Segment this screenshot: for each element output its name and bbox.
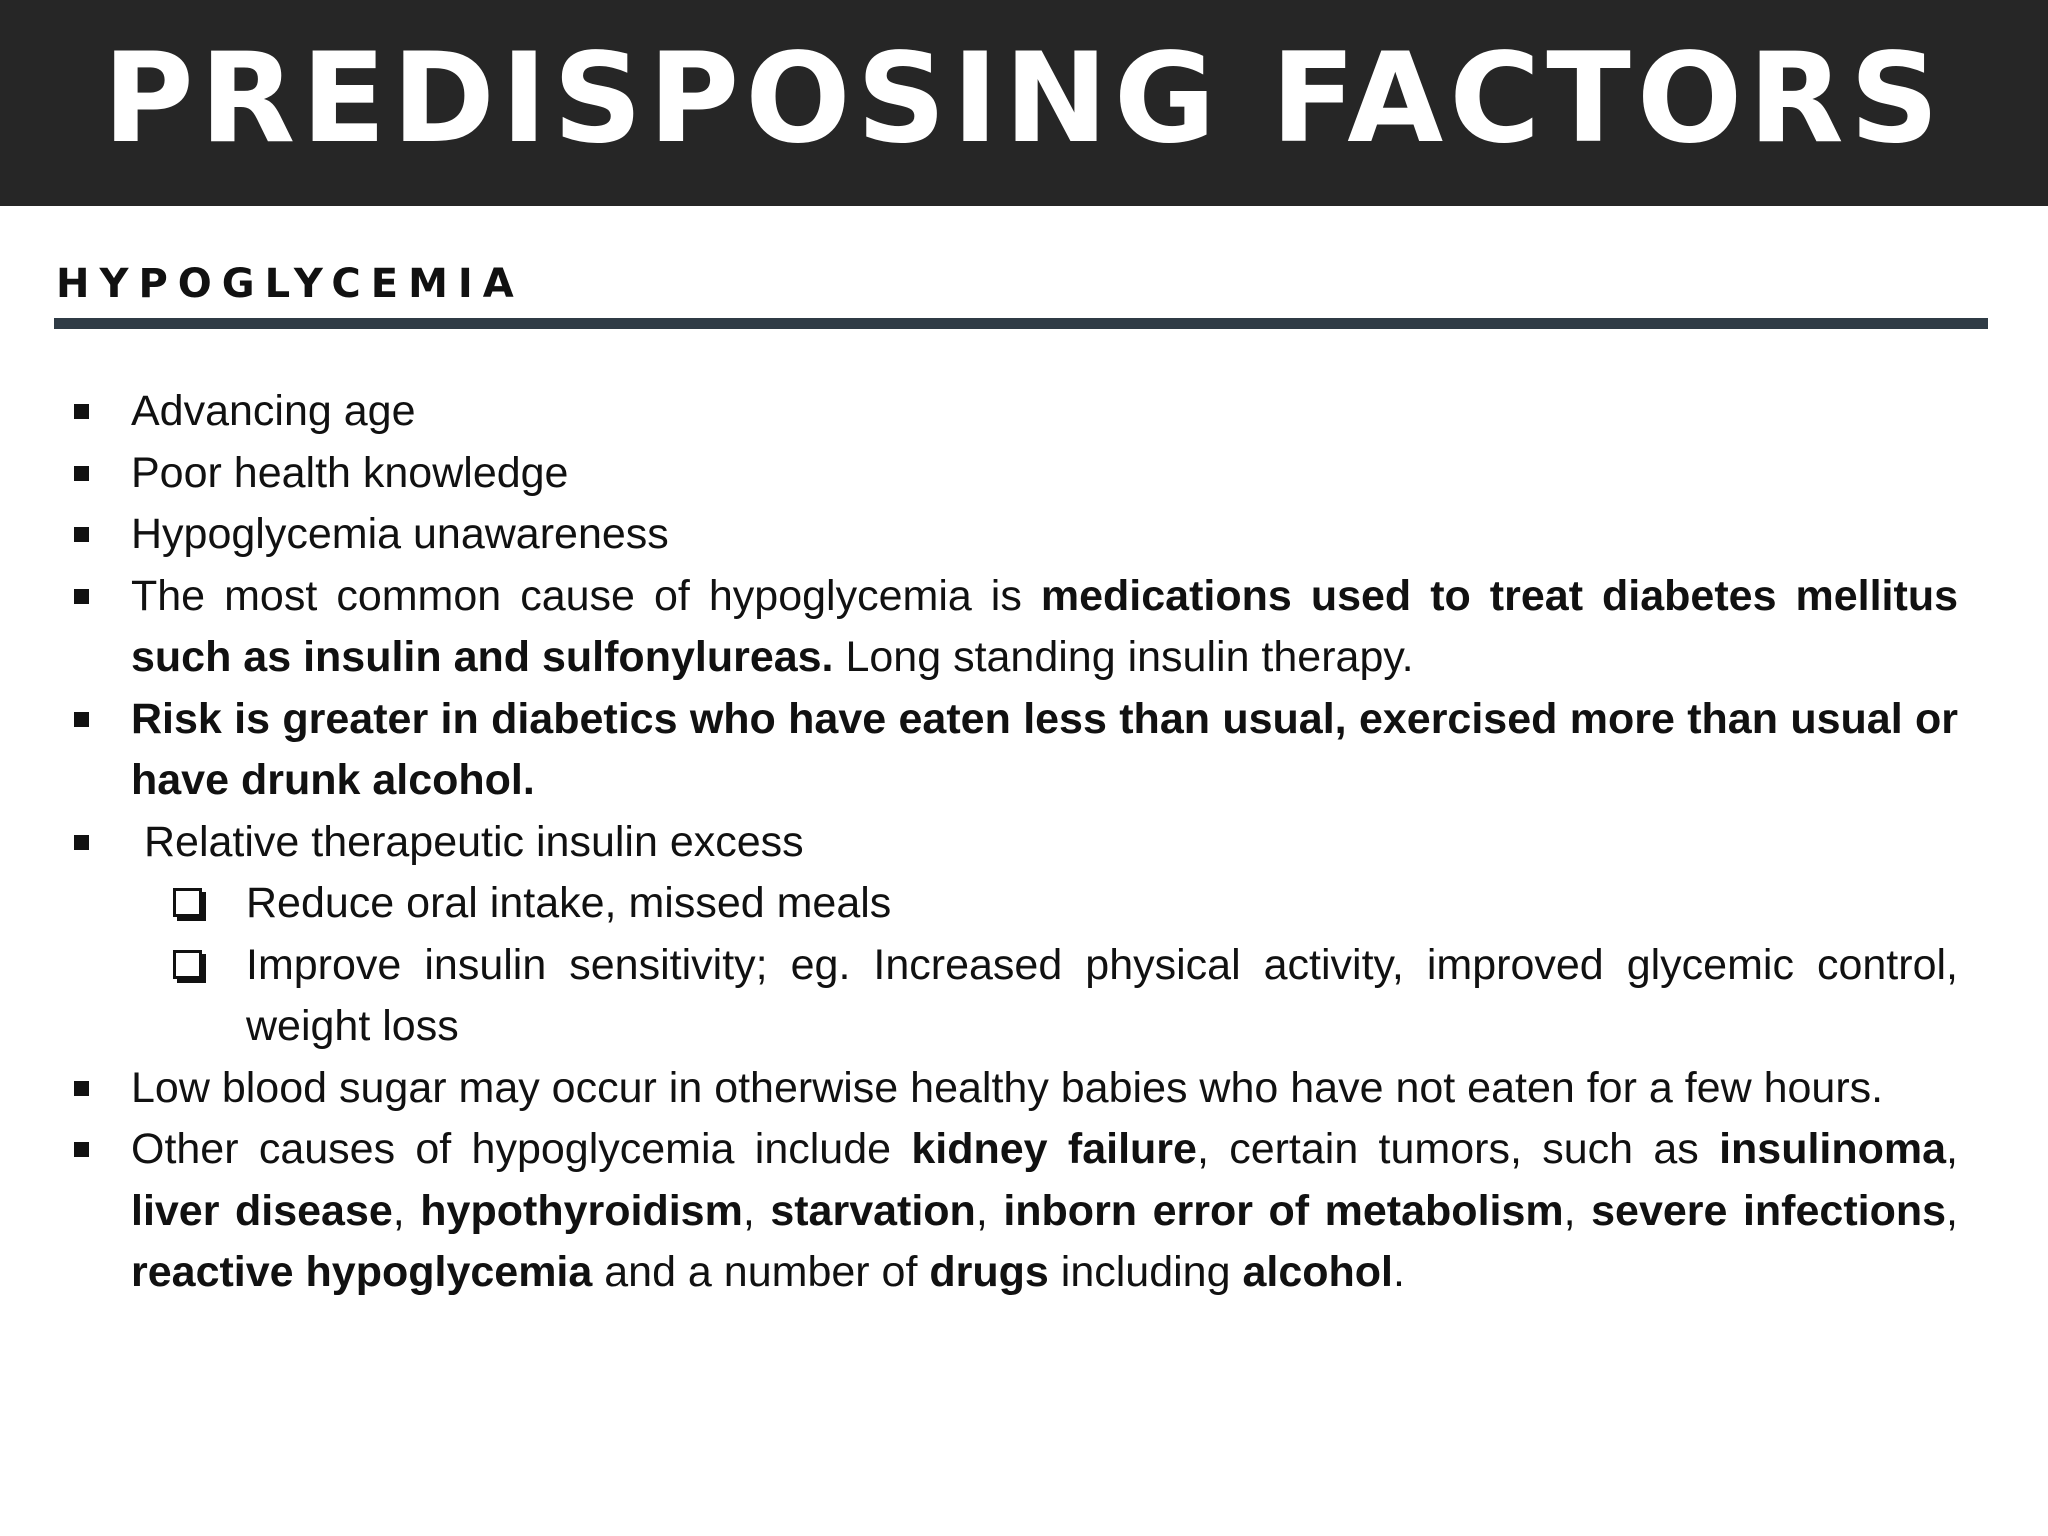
square-bullet-icon [74, 404, 89, 419]
list-item [66, 566, 1958, 689]
item-bold-text: severe infections [1591, 1186, 1947, 1235]
list-item [66, 1058, 1958, 1120]
sub-item-text: Improve insulin sensitivity; eg. Increased physical activity, improved glycemic control, weight loss [246, 940, 1958, 1050]
square-bullet-icon [74, 466, 89, 481]
item-text: , [392, 1186, 421, 1235]
item-text: Other causes of hypoglycemia include [131, 1125, 912, 1173]
square-bullet-icon [74, 712, 89, 727]
item-text: Low blood sugar may occur in otherwise healthy babies who have not eaten for a few hours. [131, 1063, 1884, 1112]
list-item [66, 443, 1958, 505]
list-item [66, 504, 1958, 566]
item-text: and a number of [592, 1248, 930, 1296]
checkbox-bullet-icon [173, 888, 202, 917]
item-text: , [1563, 1186, 1592, 1235]
item-text: The most common cause of hypoglycemia is [131, 571, 1041, 620]
list-item [66, 812, 1958, 874]
list-item [66, 1119, 1958, 1304]
sub-item-text: Reduce oral intake, missed meals [246, 879, 892, 927]
section-heading: HYPOGLYCEMIA [56, 261, 524, 307]
item-text: Relative therapeutic insulin excess [144, 817, 804, 866]
item-bold-text: Risk is greater in diabetics who have eaten less than usual, exercised more than usual or have drunk alcohol. [131, 694, 1958, 804]
item-text: Hypoglycemia unawareness [131, 510, 669, 558]
item-text: including [1048, 1248, 1243, 1296]
title-bar [0, 0, 2048, 206]
item-bold-text: inborn error of metabolism [1003, 1186, 1564, 1235]
item-bold-text: kidney failure [911, 1125, 1197, 1173]
square-bullet-icon [74, 589, 89, 604]
item-text: , [742, 1186, 771, 1235]
factor-list [66, 381, 1958, 1304]
list-item [66, 381, 1958, 443]
item-text: . [1392, 1248, 1405, 1296]
item-bold-text: alcohol [1242, 1248, 1393, 1296]
checkbox-bullet-icon [173, 950, 202, 979]
item-text: , [1946, 1186, 1958, 1235]
square-bullet-icon [74, 1142, 89, 1157]
item-text: , [1946, 1125, 1958, 1173]
item-bold-text: drugs [929, 1248, 1049, 1296]
list-item [66, 689, 1958, 812]
sub-list-item [66, 873, 1958, 935]
item-bold-text: starvation [770, 1186, 976, 1235]
square-bullet-icon [74, 527, 89, 542]
sub-list-item [66, 935, 1958, 1058]
slide-title: PREDISPOSING FACTORS [102, 27, 1946, 171]
item-bold-text: reactive hypoglycemia [131, 1248, 593, 1296]
item-text: Long standing insulin therapy. [833, 633, 1414, 681]
item-text: , certain tumors, such as [1196, 1125, 1720, 1173]
square-bullet-icon [74, 835, 89, 850]
item-text: Poor health knowledge [131, 448, 569, 497]
square-bullet-icon [74, 1081, 89, 1096]
item-bold-text: hypothyroidism [420, 1186, 743, 1235]
item-text: , [975, 1186, 1004, 1235]
heading-divider [54, 318, 1988, 329]
item-bold-text: medications used to treat diabetes mellitus such as insulin and sulfonylureas. [131, 571, 1958, 681]
item-bold-text: insulinoma [1719, 1125, 1947, 1173]
item-text: Advancing age [131, 387, 416, 435]
item-bold-text: liver disease [131, 1186, 393, 1235]
